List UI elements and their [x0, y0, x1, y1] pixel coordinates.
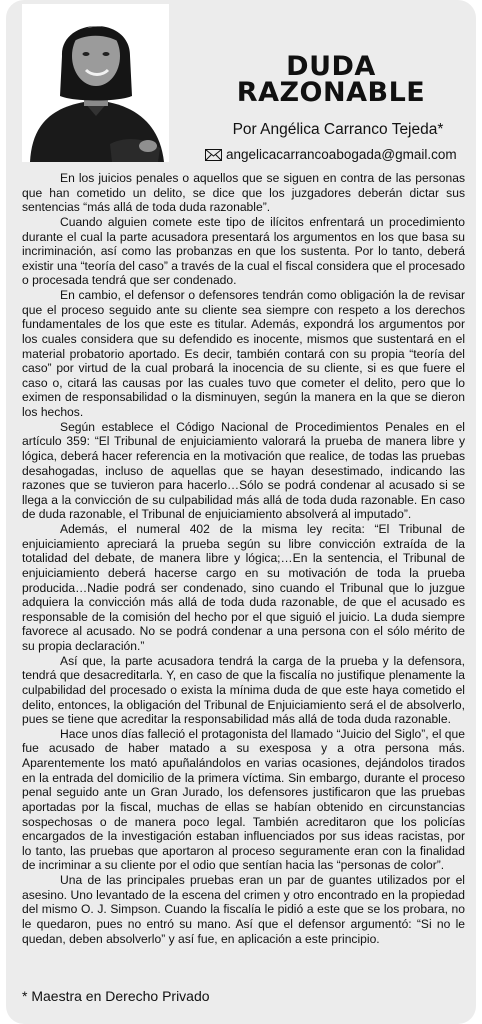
- title-line-1: DUDA: [286, 51, 376, 82]
- author-footnote: * Maestra en Derecho Privado: [22, 988, 210, 1004]
- paragraph: En los juicios penales o aquellos que se siguen en contra de las personas que han cometido un delito, se dice que los juzgadores deberán dictar sus sentencias “más allá de toda duda razonable”.: [22, 171, 465, 215]
- envelope-icon: [205, 149, 222, 164]
- paragraph: Cuando alguien comete este tipo de ilícitos enfrentará un procedimiento durante el cual la parte acusadora presentará los argumentos en los que basa su incriminación, así como las probanzas en que los sustenta. Por lo tanto, deberá existir una “teoría del caso” a través de la cual el fiscal considera que el procesado o procesada tendrá que ser condenado.: [22, 214, 466, 288]
- paragraph: Hace unos días falleció el protagonista del llamado “Juicio del Siglo”, el que fue acusado de haber matado a su exesposa y a otra persona más. Aparentemente los mató apuñalándolos en varias ocasiones, dejándolos tirados en la entrada del domicilio de la primera víctima. Sin embargo, durante el proceso penal seguido ante un Gran Jurado, los defensores justificaron que las pruebas aportadas por la fiscal, muchas de ellas se habían obtenido en circunstancias sospechosas o de manera poco legal. También acreditaron que los policías encargados de la investigación estaban influenciados por sus ideas racistas, por lo tanto, las pruebas que aportaron al proceso seguramente eran con la finalidad de incriminar a su cliente por el odio que sentían hacia las “personas de color”.: [22, 726, 465, 873]
- article-body: [22, 171, 465, 946]
- column-title: [186, 51, 476, 108]
- paragraph: Así que, la parte acusadora tendrá la carga de la prueba y la defensora, tendrá que desacreditarla. Y, en caso de que la fiscalía no justifique plenamente la culpabilidad del procesado o exista la mínima duda de que este haya cometido el delito, entonces, la obligación del Tribunal de Enjuiciamiento será el de absolverlo, pues se tiene que acreditar la responsabilidad más allá de toda duda razonable.: [22, 653, 465, 727]
- email-address[interactable]: angelicacarrancoabogada@gmail.com: [226, 147, 457, 162]
- paragraph: En cambio, el defensor o defensores tendrán como obligación la de revisar que el proceso seguido ante su cliente sea siempre con respeto a los derechos fundamentales de los que este es titular. Además, expondrá los argumentos por los cuales considera que su defendido es inocente, mismos que sustentará en el material probatorio aportado. Es decir, también contará con su propia “teoría del caso” por virtud de la cual probará la inocencia de su cliente, si es que fuere el caso o, citará las causas por las cuales tuvo que cometer el delito, pero que lo eximen de responsabilidad o la disminuyen, según la manera en la que se dieron los hechos.: [22, 288, 465, 419]
- paragraph: Según establece el Código Nacional de Procedimientos Penales en el artículo 359: “El Tribunal de enjuiciamiento valorará la prueba de manera libre y lógica, deberá hacer referencia en la motivación que realice, de todas las pruebas desahogadas, incluso de aquellas que se hayan desestimado, indicando las razones que se tuvieron para hacerlo…Sólo se podrá condenar al acusado si se llega a la convicción de su culpabilidad más allá de toda duda razonable. En caso de duda razonable, el Tribunal de enjuiciamiento absolverá al imputado”.: [22, 419, 465, 522]
- paragraph: Una de las principales pruebas eran un par de guantes utilizados por el asesino. Uno levantado de la escena del crimen y otro encontrado en la propiedad del mismo O. J. Simpson. Cuando la fiscalía le pidió a este que se los probara, no le quedaron, pues no entró su mano. Así que el defensor argumentó: “Si no le quedan, deben absolverlo” y así fue, en aplicación a este principio.: [22, 873, 465, 946]
- author-photo: [22, 4, 169, 162]
- author-byline: Por Angélica Carranco Tejeda*: [232, 121, 444, 138]
- author-email[interactable]: [205, 147, 475, 164]
- title-line-2: RAZONABLE: [236, 77, 426, 108]
- paragraph: Además, el numeral 402 de la misma ley recita: “El Tribunal de enjuiciamiento apreciará la prueba según su libre convicción extraída de la totalidad del debate, de manera libre y lógica;…En la sentencia, el Tribunal de enjuiciamiento deberá hacerse cargo en su motivación de toda la prueba producida…Nadie podrá ser condenado, sino cuando el Tribunal que lo juzgue adquiera la convicción más allá de toda duda razonable, de que el acusado es responsable de la comisión del hecho por el que siguió el juicio. La duda siempre favorece al acusado. No se podrá condenar a una persona con el sólo mérito de su propia declaración.”: [22, 522, 465, 653]
